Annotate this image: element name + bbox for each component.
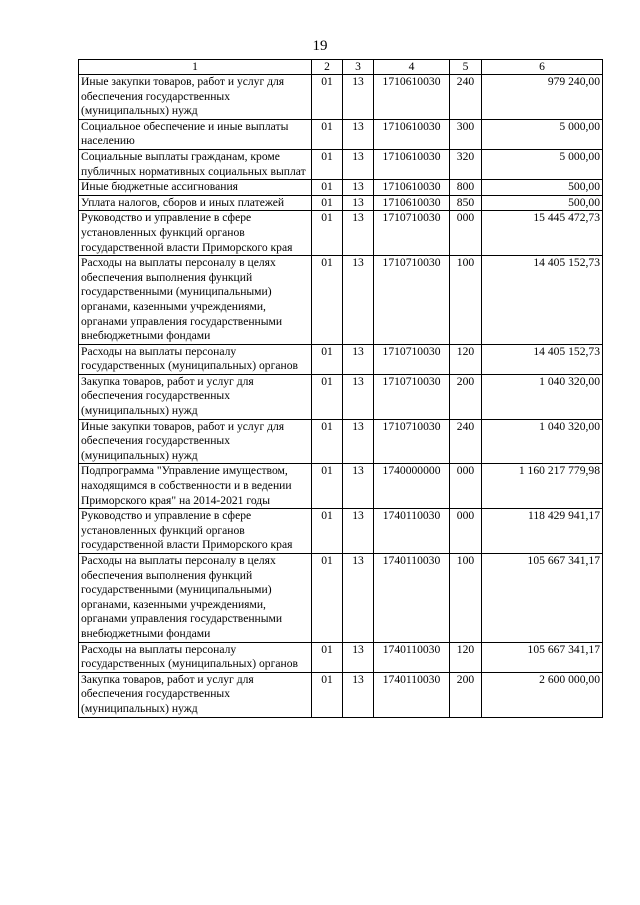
row-name-cell: Социальное обеспечение и иные выплаты населению	[79, 119, 312, 149]
table-row	[79, 119, 603, 149]
column-header-4: 4	[374, 60, 450, 75]
row-code-4-cell: 1740110030	[374, 509, 450, 554]
row-code-3-cell: 13	[343, 464, 374, 509]
row-code-5-cell: 120	[450, 344, 482, 374]
row-code-4-cell: 1710610030	[374, 180, 450, 196]
budget-table	[78, 59, 603, 718]
table-row	[79, 256, 603, 345]
row-name-cell: Расходы на выплаты персоналу государственных (муниципальных) органов	[79, 642, 312, 672]
row-code-5-cell: 800	[450, 180, 482, 196]
row-code-2-cell: 01	[312, 211, 343, 256]
row-code-2-cell: 01	[312, 672, 343, 717]
row-amount-cell: 5 000,00	[482, 119, 603, 149]
row-name-cell: Иные закупки товаров, работ и услуг для обеспечения государственных (муниципальных) нужд	[79, 419, 312, 464]
row-code-2-cell: 01	[312, 642, 343, 672]
row-amount-cell: 14 405 152,73	[482, 344, 603, 374]
row-code-3-cell: 13	[343, 344, 374, 374]
row-code-4-cell: 1710610030	[374, 195, 450, 211]
row-code-4-cell: 1710710030	[374, 374, 450, 419]
row-code-4-cell: 1740110030	[374, 642, 450, 672]
row-code-4-cell: 1740000000	[374, 464, 450, 509]
row-code-3-cell: 13	[343, 256, 374, 345]
table-row	[79, 554, 603, 643]
row-amount-cell: 118 429 941,17	[482, 509, 603, 554]
row-code-2-cell: 01	[312, 374, 343, 419]
row-code-5-cell: 100	[450, 554, 482, 643]
row-code-5-cell: 850	[450, 195, 482, 211]
row-name-cell: Расходы на выплаты персоналу в целях обеспечения выполнения функций государственными (муниципальными) органами, казенными учреждениями, органами управления государственными внебюджетными фондами	[79, 554, 312, 643]
row-name-cell: Расходы на выплаты персоналу государственных (муниципальных) органов	[79, 344, 312, 374]
column-header-1: 1	[79, 60, 312, 75]
table-row	[79, 672, 603, 717]
row-amount-cell: 5 000,00	[482, 149, 603, 179]
row-amount-cell: 2 600 000,00	[482, 672, 603, 717]
row-code-2-cell: 01	[312, 149, 343, 179]
table-row	[79, 374, 603, 419]
row-amount-cell: 979 240,00	[482, 75, 603, 120]
row-code-2-cell: 01	[312, 195, 343, 211]
row-amount-cell: 1 040 320,00	[482, 374, 603, 419]
row-code-3-cell: 13	[343, 642, 374, 672]
row-code-3-cell: 13	[343, 149, 374, 179]
column-header-2: 2	[312, 60, 343, 75]
row-code-5-cell: 000	[450, 509, 482, 554]
table-row	[79, 180, 603, 196]
row-code-5-cell: 240	[450, 419, 482, 464]
row-name-cell: Расходы на выплаты персоналу в целях обеспечения выполнения функций государственными (муниципальными) органами, казенными учреждениями, органами управления государственными внебюджетными фондами	[79, 256, 312, 345]
row-code-2-cell: 01	[312, 554, 343, 643]
table-row	[79, 195, 603, 211]
row-amount-cell: 15 445 472,73	[482, 211, 603, 256]
row-code-4-cell: 1710710030	[374, 344, 450, 374]
table-row	[79, 211, 603, 256]
table-row	[79, 75, 603, 120]
row-code-2-cell: 01	[312, 119, 343, 149]
row-code-5-cell: 000	[450, 211, 482, 256]
row-code-2-cell: 01	[312, 419, 343, 464]
row-code-4-cell: 1710710030	[374, 211, 450, 256]
row-code-5-cell: 200	[450, 672, 482, 717]
row-code-3-cell: 13	[343, 419, 374, 464]
row-code-2-cell: 01	[312, 509, 343, 554]
table-body	[79, 75, 603, 718]
table-row	[79, 642, 603, 672]
row-code-4-cell: 1710710030	[374, 256, 450, 345]
row-code-5-cell: 320	[450, 149, 482, 179]
row-code-3-cell: 13	[343, 554, 374, 643]
row-code-3-cell: 13	[343, 180, 374, 196]
row-code-5-cell: 000	[450, 464, 482, 509]
row-name-cell: Уплата налогов, сборов и иных платежей	[79, 195, 312, 211]
row-code-4-cell: 1710610030	[374, 119, 450, 149]
row-amount-cell: 105 667 341,17	[482, 642, 603, 672]
row-amount-cell: 14 405 152,73	[482, 256, 603, 345]
row-code-4-cell: 1710610030	[374, 75, 450, 120]
row-amount-cell: 1 040 320,00	[482, 419, 603, 464]
row-name-cell: Закупка товаров, работ и услуг для обеспечения государственных (муниципальных) нужд	[79, 374, 312, 419]
column-header-3: 3	[343, 60, 374, 75]
row-code-3-cell: 13	[343, 119, 374, 149]
page-number: 19	[312, 38, 328, 54]
row-code-5-cell: 120	[450, 642, 482, 672]
row-amount-cell: 105 667 341,17	[482, 554, 603, 643]
row-code-4-cell: 1740110030	[374, 672, 450, 717]
row-amount-cell: 500,00	[482, 180, 603, 196]
row-name-cell: Закупка товаров, работ и услуг для обеспечения государственных (муниципальных) нужд	[79, 672, 312, 717]
table-row	[79, 344, 603, 374]
row-code-2-cell: 01	[312, 256, 343, 345]
row-code-4-cell: 1710610030	[374, 149, 450, 179]
row-code-3-cell: 13	[343, 509, 374, 554]
table-row	[79, 149, 603, 179]
row-amount-cell: 1 160 217 779,98	[482, 464, 603, 509]
row-name-cell: Социальные выплаты гражданам, кроме публичных нормативных социальных выплат	[79, 149, 312, 179]
row-code-3-cell: 13	[343, 374, 374, 419]
row-code-4-cell: 1710710030	[374, 419, 450, 464]
row-name-cell: Руководство и управление в сфере установленных функций органов государственной власти Приморского края	[79, 211, 312, 256]
table-row	[79, 464, 603, 509]
row-code-2-cell: 01	[312, 344, 343, 374]
row-code-5-cell: 240	[450, 75, 482, 120]
table-header-row	[79, 60, 603, 75]
row-code-5-cell: 200	[450, 374, 482, 419]
row-name-cell: Подпрограмма "Управление имуществом, находящимся в собственности и в ведении Приморского края" на 2014-2021 годы	[79, 464, 312, 509]
row-code-3-cell: 13	[343, 672, 374, 717]
row-name-cell: Иные закупки товаров, работ и услуг для обеспечения государственных (муниципальных) нужд	[79, 75, 312, 120]
row-name-cell: Руководство и управление в сфере установленных функций органов государственной власти Приморского края	[79, 509, 312, 554]
row-code-5-cell: 100	[450, 256, 482, 345]
row-code-4-cell: 1740110030	[374, 554, 450, 643]
row-amount-cell: 500,00	[482, 195, 603, 211]
row-code-2-cell: 01	[312, 180, 343, 196]
column-header-5: 5	[450, 60, 482, 75]
row-code-3-cell: 13	[343, 75, 374, 120]
row-code-5-cell: 300	[450, 119, 482, 149]
table-row	[79, 419, 603, 464]
row-name-cell: Иные бюджетные ассигнования	[79, 180, 312, 196]
row-code-2-cell: 01	[312, 464, 343, 509]
row-code-3-cell: 13	[343, 211, 374, 256]
column-header-6: 6	[482, 60, 603, 75]
row-code-2-cell: 01	[312, 75, 343, 120]
row-code-3-cell: 13	[343, 195, 374, 211]
table-row	[79, 509, 603, 554]
